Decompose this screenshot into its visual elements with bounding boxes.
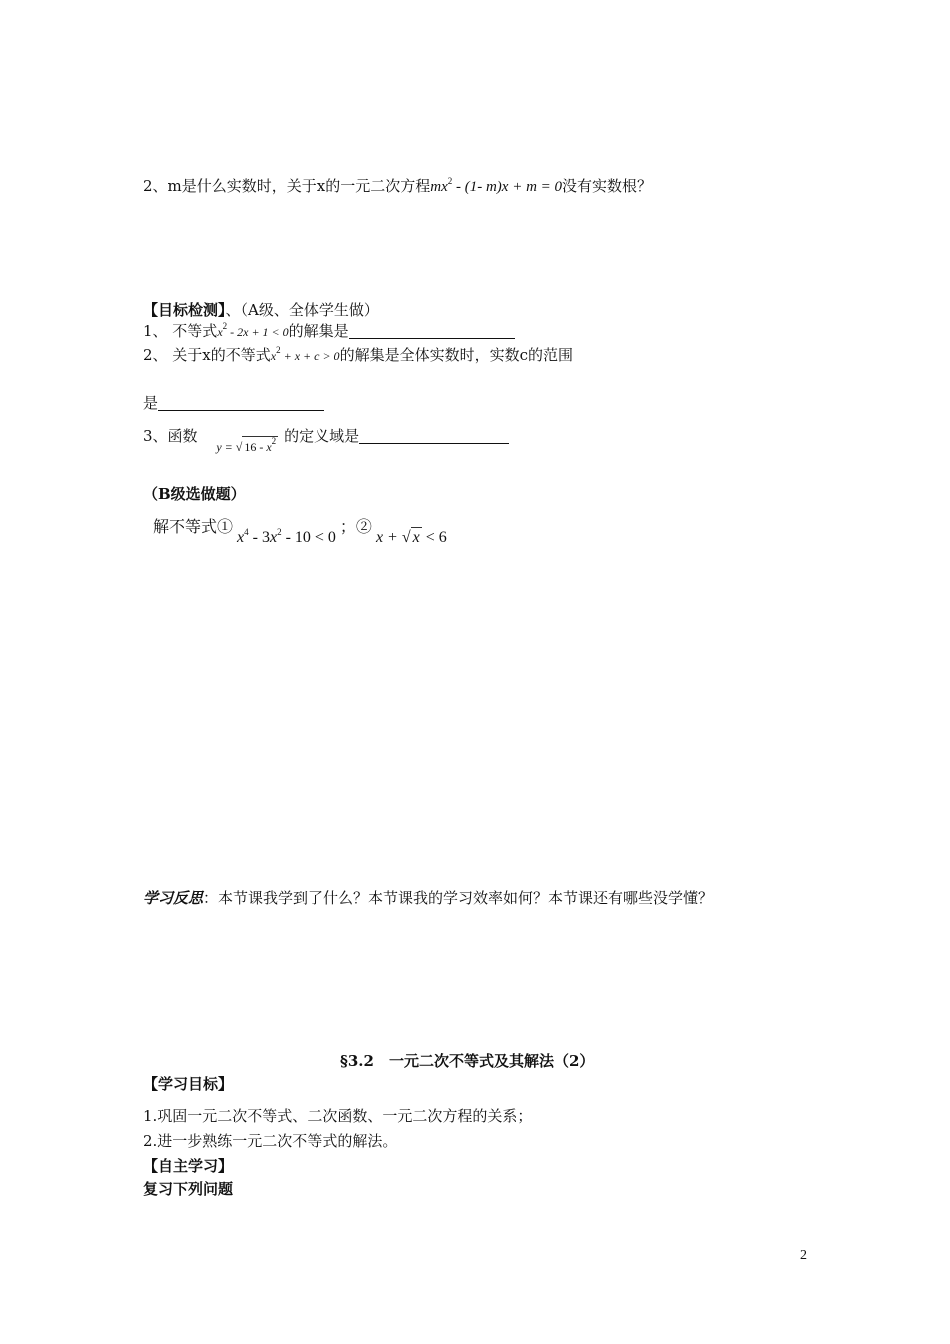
b-level-math-1: $x^4 - 3x^2 - 10 < 0$ — [237, 527, 336, 546]
section-title: §3.2 一元二次不等式及其解法（2） — [340, 1052, 595, 1070]
goal-1: 1.巩固一元二次不等式、二次函数、一元二次方程的关系； — [143, 1107, 533, 1125]
self-study-heading: 【自主学习】 — [143, 1157, 234, 1175]
answer-blank-1[interactable] — [349, 322, 515, 339]
reflection — [143, 888, 713, 908]
target-item-1-math: $x^2 - 2x + 1 < 0$ — [217, 321, 289, 339]
goal-2: 2.进一步熟练一元二次不等式的解法。 — [143, 1132, 398, 1150]
learning-goals-heading: 【学习目标】 — [143, 1075, 234, 1093]
target-item-2: 2、 关于x的不等式$x^2 + x + c > 0$的解集是全体实数时，实数c的范围 — [143, 345, 573, 364]
answer-blank-3[interactable] — [359, 427, 509, 444]
target-item-2-math: $x^2 + x + c > 0$ — [270, 345, 340, 363]
target-item-3-math: y = √ 16 - x2 — [216, 440, 278, 454]
target-item-2-cont: 是 — [143, 393, 324, 413]
target-check-heading: 【目标检测】、（A级、全体学生做） — [143, 301, 379, 319]
b-level-problem: 解不等式$①x^4 - 3x^2 - 10 < 0$；②x + √ x < 6 — [153, 517, 447, 546]
target-item-1: 1、 不等式$x^2 - 2x + 1 < 0$的解集是 — [143, 321, 515, 342]
question-2-suffix: 没有实数根？ — [562, 177, 653, 195]
b-level-heading: （B级选做题） — [143, 485, 246, 503]
question-2 — [143, 176, 652, 197]
question-2-equation: $mx^2 - (1-$ m)x + m = 0 — [430, 176, 563, 195]
reflection-text: ：本节课我学到了什么？本节课我的学习效率如何？本节课还有哪些没学懂？ — [203, 889, 714, 907]
page-number: 2 — [800, 1248, 807, 1263]
reflection-label: 学习反思 — [143, 889, 204, 907]
question-2-prefix: 2、m是什么实数时，关于x的一元二次方程 — [143, 177, 431, 195]
b-level-math-2: x + √ x < 6 — [375, 529, 447, 546]
target-item-3: 3、函数 $_{y = √ 16 - x^2}$ 的定义域是 — [143, 426, 509, 447]
review-heading: 复习下列问题 — [143, 1180, 234, 1198]
answer-blank-2[interactable] — [158, 394, 324, 411]
